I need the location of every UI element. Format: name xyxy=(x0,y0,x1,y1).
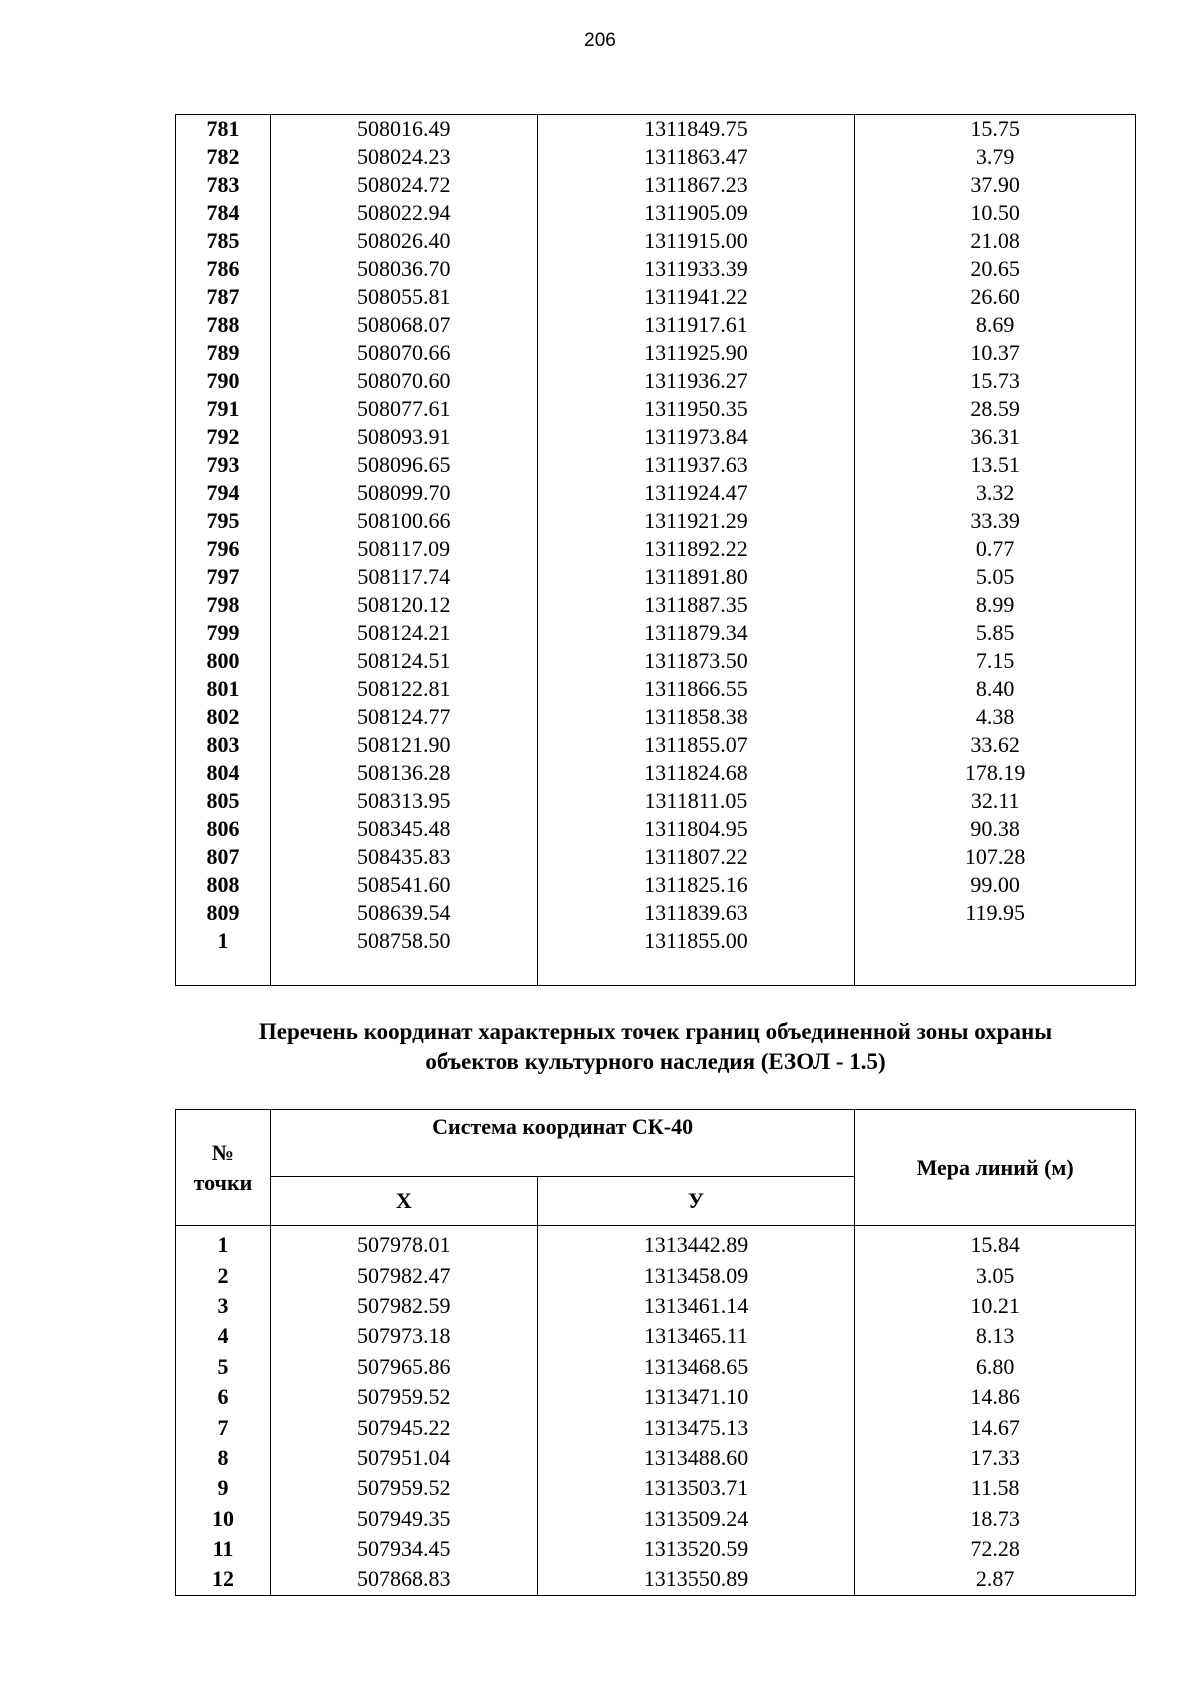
line-length-cell: 14.67 xyxy=(855,1412,1136,1442)
x-coordinate-cell: 507982.47 xyxy=(270,1260,537,1290)
point-number-cell: 789 xyxy=(176,339,271,367)
y-coordinate-cell: 1311867.23 xyxy=(537,171,855,199)
empty-cell xyxy=(537,955,855,986)
y-coordinate-cell: 1311937.63 xyxy=(537,451,855,479)
table-row xyxy=(176,507,1136,535)
y-coordinate-cell: 1311941.22 xyxy=(537,283,855,311)
table-row xyxy=(176,451,1136,479)
point-number-cell: 788 xyxy=(176,311,271,339)
line-length-cell: 178.19 xyxy=(855,759,1136,787)
y-coordinate-cell: 1311921.29 xyxy=(537,507,855,535)
y-coordinate-cell: 1313465.11 xyxy=(537,1321,855,1351)
point-number-cell: 798 xyxy=(176,591,271,619)
point-number-cell: 804 xyxy=(176,759,271,787)
y-coordinate-cell: 1311804.95 xyxy=(537,815,855,843)
table-row xyxy=(176,619,1136,647)
x-coordinate-cell: 508077.61 xyxy=(270,395,537,423)
page-number: 206 xyxy=(584,30,616,51)
line-length-cell: 37.90 xyxy=(855,171,1136,199)
y-coordinate-cell: 1311950.35 xyxy=(537,395,855,423)
y-coordinate-cell: 1311933.39 xyxy=(537,255,855,283)
x-coordinate-cell: 508068.07 xyxy=(270,311,537,339)
y-coordinate-cell: 1313471.10 xyxy=(537,1382,855,1412)
y-coordinate-cell: 1311905.09 xyxy=(537,199,855,227)
x-coordinate-cell: 508639.54 xyxy=(270,899,537,927)
x-coordinate-cell: 508345.48 xyxy=(270,815,537,843)
x-coordinate-cell: 507965.86 xyxy=(270,1352,537,1382)
point-number-cell: 793 xyxy=(176,451,271,479)
x-coordinate-cell: 507868.83 xyxy=(270,1564,537,1595)
x-coordinate-cell: 507959.52 xyxy=(270,1473,537,1503)
line-length-cell: 99.00 xyxy=(855,871,1136,899)
point-number-cell: 6 xyxy=(176,1382,271,1412)
table-row xyxy=(176,143,1136,171)
line-length-cell: 8.13 xyxy=(855,1321,1136,1351)
line-length-cell: 4.38 xyxy=(855,703,1136,731)
point-number-cell: 5 xyxy=(176,1352,271,1382)
x-coordinate-cell: 508099.70 xyxy=(270,479,537,507)
table-row xyxy=(176,675,1136,703)
table-row xyxy=(176,563,1136,591)
x-coordinate-cell: 508026.40 xyxy=(270,227,537,255)
line-length-cell: 5.05 xyxy=(855,563,1136,591)
line-length-cell: 119.95 xyxy=(855,899,1136,927)
point-number-cell: 2 xyxy=(176,1260,271,1290)
x-coordinate-cell: 508070.66 xyxy=(270,339,537,367)
x-coordinate-cell: 508036.70 xyxy=(270,255,537,283)
line-length-cell: 10.37 xyxy=(855,339,1136,367)
point-number-cell: 781 xyxy=(176,115,271,144)
y-coordinate-cell: 1313468.65 xyxy=(537,1352,855,1382)
point-number-cell: 791 xyxy=(176,395,271,423)
table-row xyxy=(176,311,1136,339)
point-number-cell: 7 xyxy=(176,1412,271,1442)
y-coordinate-cell: 1313503.71 xyxy=(537,1473,855,1503)
x-coordinate-cell: 508093.91 xyxy=(270,423,537,451)
table-row xyxy=(176,1260,1136,1290)
line-length-cell: 33.62 xyxy=(855,731,1136,759)
x-coordinate-cell: 508024.72 xyxy=(270,171,537,199)
table-row xyxy=(176,759,1136,787)
point-number-cell: 787 xyxy=(176,283,271,311)
section-heading-line-1: Перечень координат характерных точек границ объединенной зоны охраны xyxy=(258,1019,1053,1044)
x-coordinate-cell: 507951.04 xyxy=(270,1443,537,1473)
y-coordinate-cell: 1311858.38 xyxy=(537,703,855,731)
x-coordinate-cell: 507945.22 xyxy=(270,1412,537,1442)
point-number-cell: 795 xyxy=(176,507,271,535)
x-coordinate-cell: 507949.35 xyxy=(270,1504,537,1534)
point-number-cell: 1 xyxy=(176,927,271,955)
table-row xyxy=(176,1412,1136,1442)
line-length-cell: 8.69 xyxy=(855,311,1136,339)
x-coordinate-cell: 507959.52 xyxy=(270,1382,537,1412)
y-coordinate-cell: 1311891.80 xyxy=(537,563,855,591)
x-coordinate-cell: 508117.74 xyxy=(270,563,537,591)
section-heading-line-2: объектов культурного наследия (ЕЗОЛ - 1.5) xyxy=(425,1049,886,1074)
line-length-cell: 33.39 xyxy=(855,507,1136,535)
line-length-cell: 3.79 xyxy=(855,143,1136,171)
x-coordinate-cell: 508117.09 xyxy=(270,535,537,563)
line-length-cell: 13.51 xyxy=(855,451,1136,479)
y-coordinate-cell: 1311915.00 xyxy=(537,227,855,255)
line-length-cell: 15.73 xyxy=(855,367,1136,395)
point-number-cell: 797 xyxy=(176,563,271,591)
table-row xyxy=(176,1352,1136,1382)
x-coordinate-cell: 508121.90 xyxy=(270,731,537,759)
point-number-cell: 802 xyxy=(176,703,271,731)
x-coordinate-cell: 508124.77 xyxy=(270,703,537,731)
line-length-cell xyxy=(855,927,1136,955)
header-point-number xyxy=(176,1110,271,1226)
point-number-cell: 784 xyxy=(176,199,271,227)
y-coordinate-cell: 1313475.13 xyxy=(537,1412,855,1442)
line-length-cell: 36.31 xyxy=(855,423,1136,451)
y-coordinate-cell: 1311873.50 xyxy=(537,647,855,675)
table-row xyxy=(176,647,1136,675)
y-coordinate-cell: 1311855.00 xyxy=(537,927,855,955)
line-length-cell: 90.38 xyxy=(855,815,1136,843)
y-coordinate-cell: 1311924.47 xyxy=(537,479,855,507)
point-number-cell: 4 xyxy=(176,1321,271,1351)
line-length-cell: 20.65 xyxy=(855,255,1136,283)
point-number-cell: 9 xyxy=(176,1473,271,1503)
point-number-cell: 1 xyxy=(176,1226,271,1261)
y-coordinate-cell: 1311839.63 xyxy=(537,899,855,927)
table-row xyxy=(176,255,1136,283)
y-coordinate-cell: 1311855.07 xyxy=(537,731,855,759)
table-row xyxy=(176,899,1136,927)
point-number-cell: 783 xyxy=(176,171,271,199)
line-length-cell: 6.80 xyxy=(855,1352,1136,1382)
table-row xyxy=(176,787,1136,815)
table-row xyxy=(176,871,1136,899)
y-coordinate-cell: 1311892.22 xyxy=(537,535,855,563)
section-heading xyxy=(175,1017,1136,1077)
x-coordinate-cell: 507978.01 xyxy=(270,1226,537,1261)
point-number-cell: 8 xyxy=(176,1443,271,1473)
header-coordinate-system: Система координат СК-40 xyxy=(270,1110,854,1177)
line-length-cell: 18.73 xyxy=(855,1504,1136,1534)
x-coordinate-cell: 508055.81 xyxy=(270,283,537,311)
line-length-cell: 21.08 xyxy=(855,227,1136,255)
point-number-cell: 790 xyxy=(176,367,271,395)
x-coordinate-cell: 508016.49 xyxy=(270,115,537,144)
x-coordinate-cell: 508100.66 xyxy=(270,507,537,535)
x-coordinate-cell: 507973.18 xyxy=(270,1321,537,1351)
y-coordinate-cell: 1311849.75 xyxy=(537,115,855,144)
y-coordinate-cell: 1311936.27 xyxy=(537,367,855,395)
y-coordinate-cell: 1311825.16 xyxy=(537,871,855,899)
point-number-cell: 782 xyxy=(176,143,271,171)
table-row xyxy=(176,927,1136,955)
point-number-cell: 801 xyxy=(176,675,271,703)
table-row xyxy=(176,1534,1136,1564)
line-length-cell: 15.84 xyxy=(855,1226,1136,1261)
line-length-cell: 14.86 xyxy=(855,1382,1136,1412)
line-length-cell: 32.11 xyxy=(855,787,1136,815)
x-coordinate-cell: 508122.81 xyxy=(270,675,537,703)
y-coordinate-cell: 1311887.35 xyxy=(537,591,855,619)
line-length-cell: 17.33 xyxy=(855,1443,1136,1473)
y-coordinate-cell: 1313509.24 xyxy=(537,1504,855,1534)
table-row xyxy=(176,1321,1136,1351)
line-length-cell: 8.99 xyxy=(855,591,1136,619)
point-number-cell: 3 xyxy=(176,1291,271,1321)
line-length-cell: 26.60 xyxy=(855,283,1136,311)
point-number-cell: 809 xyxy=(176,899,271,927)
y-coordinate-cell: 1313461.14 xyxy=(537,1291,855,1321)
line-length-cell: 7.15 xyxy=(855,647,1136,675)
table-row xyxy=(176,1564,1136,1595)
table-row xyxy=(176,591,1136,619)
line-length-cell: 3.32 xyxy=(855,479,1136,507)
table-row xyxy=(176,115,1136,144)
point-number-cell: 803 xyxy=(176,731,271,759)
table-row xyxy=(176,843,1136,871)
line-length-cell: 28.59 xyxy=(855,395,1136,423)
table-row xyxy=(176,227,1136,255)
table-row xyxy=(176,199,1136,227)
line-length-cell: 10.50 xyxy=(855,199,1136,227)
y-coordinate-cell: 1313520.59 xyxy=(537,1534,855,1564)
y-coordinate-cell: 1313550.89 xyxy=(537,1564,855,1595)
table-row xyxy=(176,339,1136,367)
point-number-cell: 792 xyxy=(176,423,271,451)
x-coordinate-cell: 508024.23 xyxy=(270,143,537,171)
empty-cell xyxy=(176,955,271,986)
y-coordinate-cell: 1311925.90 xyxy=(537,339,855,367)
x-coordinate-cell: 508070.60 xyxy=(270,367,537,395)
x-coordinate-cell: 508435.83 xyxy=(270,843,537,871)
line-length-cell: 2.87 xyxy=(855,1564,1136,1595)
x-coordinate-cell: 508124.51 xyxy=(270,647,537,675)
line-length-cell: 72.28 xyxy=(855,1534,1136,1564)
coordinates-table-continued xyxy=(175,114,1136,986)
table-row xyxy=(176,367,1136,395)
header-y: У xyxy=(537,1177,855,1226)
point-number-cell: 800 xyxy=(176,647,271,675)
line-length-cell: 8.40 xyxy=(855,675,1136,703)
x-coordinate-cell: 507982.59 xyxy=(270,1291,537,1321)
table-row xyxy=(176,815,1136,843)
header-line-measure: Мера линий (м) xyxy=(855,1110,1136,1226)
y-coordinate-cell: 1311973.84 xyxy=(537,423,855,451)
line-length-cell: 11.58 xyxy=(855,1473,1136,1503)
line-length-cell: 10.21 xyxy=(855,1291,1136,1321)
y-coordinate-cell: 1311824.68 xyxy=(537,759,855,787)
table-row xyxy=(176,479,1136,507)
table-row xyxy=(176,1443,1136,1473)
table-row xyxy=(176,171,1136,199)
point-number-cell: 12 xyxy=(176,1564,271,1595)
x-coordinate-cell: 508136.28 xyxy=(270,759,537,787)
point-number-cell: 807 xyxy=(176,843,271,871)
ezol-coordinates-table xyxy=(175,1109,1136,1596)
empty-cell xyxy=(270,955,537,986)
y-coordinate-cell: 1313458.09 xyxy=(537,1260,855,1290)
point-number-cell: 799 xyxy=(176,619,271,647)
y-coordinate-cell: 1311807.22 xyxy=(537,843,855,871)
point-number-cell: 808 xyxy=(176,871,271,899)
table-row xyxy=(176,1473,1136,1503)
table-row xyxy=(176,395,1136,423)
header-x: X xyxy=(270,1177,537,1226)
x-coordinate-cell: 508096.65 xyxy=(270,451,537,479)
empty-cell xyxy=(855,955,1136,986)
table-row xyxy=(176,1504,1136,1534)
x-coordinate-cell: 508758.50 xyxy=(270,927,537,955)
header-point-number-word: точки xyxy=(193,1169,253,1195)
table-row xyxy=(176,283,1136,311)
y-coordinate-cell: 1313488.60 xyxy=(537,1443,855,1473)
table-row xyxy=(176,1291,1136,1321)
table-row xyxy=(176,535,1136,563)
line-length-cell: 5.85 xyxy=(855,619,1136,647)
x-coordinate-cell: 508541.60 xyxy=(270,871,537,899)
y-coordinate-cell: 1311917.61 xyxy=(537,311,855,339)
line-length-cell: 107.28 xyxy=(855,843,1136,871)
y-coordinate-cell: 1311811.05 xyxy=(537,787,855,815)
x-coordinate-cell: 508313.95 xyxy=(270,787,537,815)
point-number-cell: 11 xyxy=(176,1534,271,1564)
line-length-cell: 15.75 xyxy=(855,115,1136,144)
line-length-cell: 3.05 xyxy=(855,1260,1136,1290)
point-number-cell: 10 xyxy=(176,1504,271,1534)
y-coordinate-cell: 1311866.55 xyxy=(537,675,855,703)
table-row xyxy=(176,1226,1136,1261)
x-coordinate-cell: 508124.21 xyxy=(270,619,537,647)
y-coordinate-cell: 1313442.89 xyxy=(537,1226,855,1261)
line-length-cell: 0.77 xyxy=(855,535,1136,563)
point-number-cell: 796 xyxy=(176,535,271,563)
point-number-cell: 806 xyxy=(176,815,271,843)
header-point-number-symbol: № xyxy=(211,1139,235,1165)
y-coordinate-cell: 1311879.34 xyxy=(537,619,855,647)
table-row xyxy=(176,731,1136,759)
table-row xyxy=(176,1382,1136,1412)
point-number-cell: 785 xyxy=(176,227,271,255)
y-coordinate-cell: 1311863.47 xyxy=(537,143,855,171)
table-row xyxy=(176,423,1136,451)
point-number-cell: 794 xyxy=(176,479,271,507)
table-row xyxy=(176,703,1136,731)
x-coordinate-cell: 508120.12 xyxy=(270,591,537,619)
table-row-spacer xyxy=(176,955,1136,986)
x-coordinate-cell: 508022.94 xyxy=(270,199,537,227)
point-number-cell: 786 xyxy=(176,255,271,283)
point-number-cell: 805 xyxy=(176,787,271,815)
x-coordinate-cell: 507934.45 xyxy=(270,1534,537,1564)
